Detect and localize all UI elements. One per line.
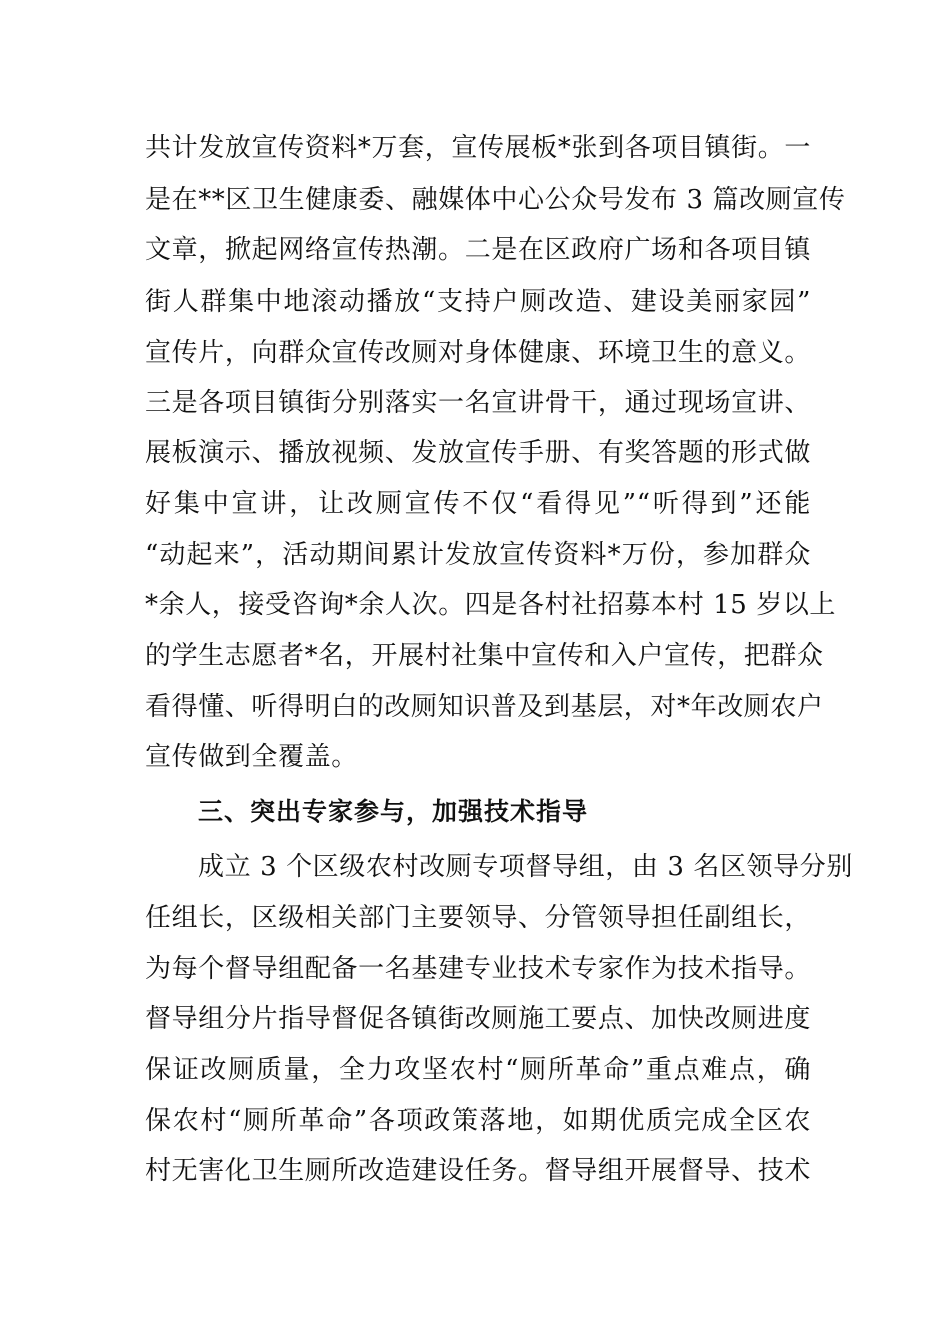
paragraph-1-line-13: 宣传做到全覆盖。 [145,742,358,772]
paragraph-2-line-5: 保证改厕质量，全力攻坚农村“厕所革命”重点难点，确 [145,1055,811,1085]
paragraph-1-line-8: 好集中宣讲，让改厕宣传不仅“看得见”“听得到”还能 [145,489,811,519]
paragraph-1-line-6: 三是各项目镇街分别落实一名宣讲骨干，通过现场宣讲、 [145,388,811,418]
paragraph-1-line-9: “动起来”，活动期间累计发放宣传资料*万份，参加群众 [145,540,811,570]
paragraph-2-line-6: 保农村“厕所革命”各项政策落地，如期优质完成全区农 [145,1106,811,1136]
paragraph-2-line-3: 为每个督导组配备一名基建专业技术专家作为技术指导。 [145,954,811,984]
paragraph-2-line-1: 成立 3 个区级农村改厕专项督导组，由 3 名区领导分别 [198,852,853,882]
paragraph-1-line-1: 共计发放宣传资料*万套，宣传展板*张到各项目镇街。一 [145,133,811,163]
paragraph-2-line-7: 村无害化卫生厕所改造建设任务。督导组开展督导、技术 [145,1156,811,1186]
paragraph-1-line-12: 看得懂、听得明白的改厕知识普及到基层，对*年改厕农户 [145,692,824,722]
paragraph-2-line-4: 督导组分片指导督促各镇街改厕施工要点、加快改厕进度 [145,1004,811,1034]
paragraph-1-line-11: 的学生志愿者*名，开展村社集中宣传和入户宣传，把群众 [145,641,824,671]
paragraph-1-line-2: 是在**区卫生健康委、融媒体中心公众号发布 3 篇改厕宣传 [145,185,846,215]
paragraph-1-line-4: 街人群集中地滚动播放“支持户厕改造、建设美丽家园” [145,287,811,317]
paragraph-1-line-7: 展板演示、播放视频、发放宣传手册、有奖答题的形式做 [145,438,811,468]
section-heading: 三、突出专家参与，加强技术指导 [198,797,589,826]
paragraph-1-line-3: 文章，掀起网络宣传热潮。二是在区政府广场和各项目镇 [145,235,811,265]
paragraph-1-line-10: *余人，接受咨询*余人次。四是各村社招募本村 15 岁以上 [145,590,837,620]
paragraph-1-line-5: 宣传片，向群众宣传改厕对身体健康、环境卫生的意义。 [145,338,811,368]
paragraph-2-line-2: 任组长，区级相关部门主要领导、分管领导担任副组长， [145,903,811,933]
